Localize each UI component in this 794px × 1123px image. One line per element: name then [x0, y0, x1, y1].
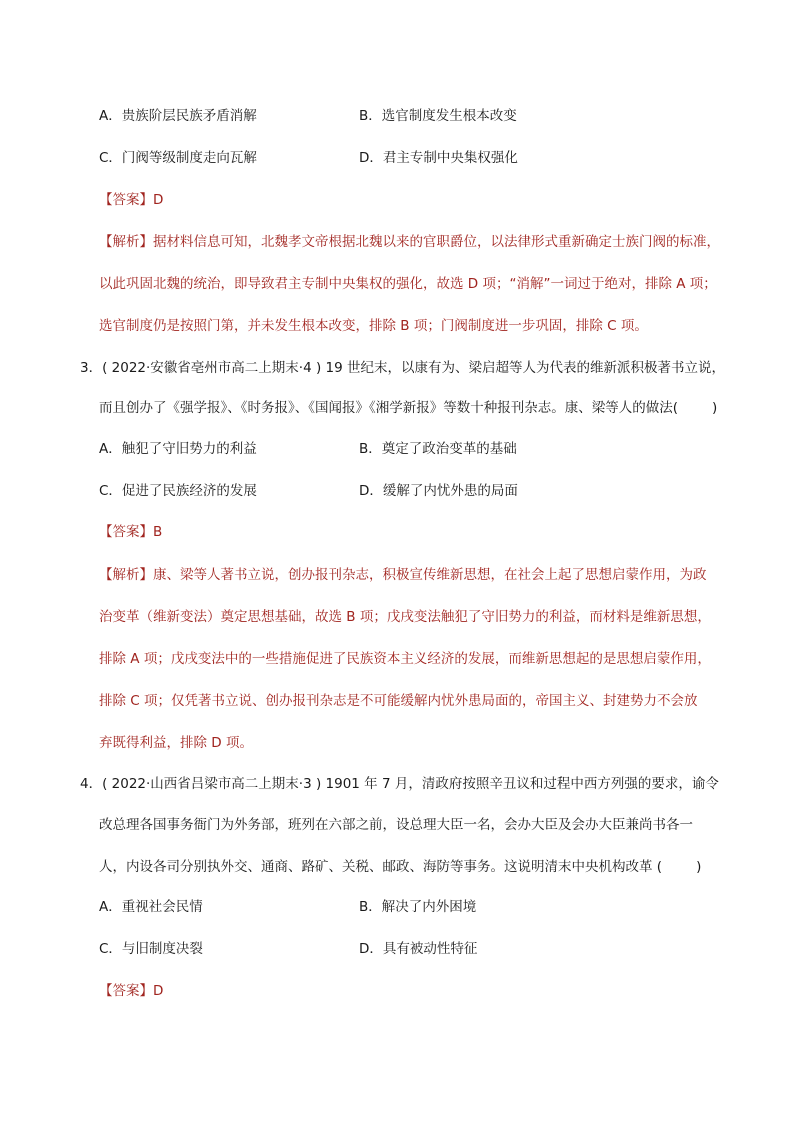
q4-stem-text: 人，内设各司分别执外交、通商、路矿、关税、邮政、海防等事务。这说明清末中央机构改革 (	[99, 859, 663, 875]
q4-option-c: C．与旧制度决裂	[99, 941, 203, 957]
q2-option-a: A．贵族阶层民族矛盾消解	[99, 108, 257, 124]
answer-value: D	[153, 192, 164, 208]
q4-stem-line-3	[99, 857, 701, 877]
q3-answer	[99, 522, 162, 542]
answer-label: 【答案】	[99, 192, 153, 208]
analysis-text: 康、梁等人著书立说，创办报刊杂志，积极宣传维新思想，在社会上起了思想启蒙作用，为政	[153, 567, 707, 583]
q3-option-d: D．缓解了内忧外患的局面	[359, 483, 518, 499]
q2-option-b: B．选官制度发生根本改变	[359, 108, 517, 124]
q4-stem-line-2: 改总理各国事务衙门为外务部，班列在六部之前，设总理大臣一名，会办大臣及会办大臣兼尚书各一	[99, 817, 693, 833]
q3-stem-line-2	[99, 398, 717, 418]
answer-label: 【答案】	[99, 524, 153, 540]
q2-analysis-line-3: 选官制度仍是按照门第，并未发生根本改变，排除 B 项；门阀制度进一步巩固，排除 C 项。	[99, 318, 648, 334]
q2-analysis-line-2: 以此巩固北魏的统治，即导致君主专制中央集权的强化，故选 D 项；“消解”一词过于绝对，排除 A 项；	[99, 276, 717, 292]
analysis-label: 【解析】	[99, 234, 153, 250]
answer-value: D	[153, 983, 164, 999]
q4-stem-line-1: 4．( 2022·山西省吕梁市高二上期末·3 ) 1901 年 7 月，清政府按照辛丑议和过程中西方列强的要求，谕令	[80, 776, 719, 792]
q2-option-c: C．门阀等级制度走向瓦解	[99, 150, 257, 166]
q4-option-a: A．重视社会民情	[99, 899, 203, 915]
q3-stem-line-1: 3．( 2022·安徽省亳州市高二上期末·4 ) 19 世纪末，以康有为、梁启超等人为代表的维新派积极著书立说，	[80, 360, 725, 376]
answer-label: 【答案】	[99, 983, 153, 999]
q3-option-c: C．促进了民族经济的发展	[99, 483, 257, 499]
q4-stem-bracket: )	[696, 859, 702, 875]
q2-answer	[99, 190, 163, 210]
q3-stem-bracket: )	[712, 400, 718, 416]
q4-option-b: B．解决了内外困境	[359, 899, 477, 915]
q3-analysis-line-3: 排除 A 项；戊戌变法中的一些措施促进了民族资本主义经济的发展，而维新思想起的是思想启蒙作用，	[99, 651, 711, 667]
answer-value: B	[153, 524, 163, 540]
analysis-label: 【解析】	[99, 567, 153, 583]
q2-option-d: D．君主专制中央集权强化	[359, 150, 518, 166]
q4-option-d: D．具有被动性特征	[359, 941, 478, 957]
q2-analysis-line-1	[99, 232, 720, 252]
q3-analysis-line-2: 治变革（维新变法）奠定思想基础，故选 B 项；戊戌变法触犯了守旧势力的利益，而材料是维新思想，	[99, 609, 711, 625]
q3-analysis-line-1	[99, 565, 707, 585]
q3-stem-text: 而且创办了《强学报》、《时务报》、《国闻报》《湘学新报》等数十种报刊杂志。康、梁等人的做法(	[99, 400, 679, 416]
analysis-text: 据材料信息可知，北魏孝文帝根据北魏以来的官职爵位，以法律形式重新确定士族门阀的标准，	[153, 234, 720, 250]
q3-option-b: B．奠定了政治变革的基础	[359, 441, 517, 457]
q3-analysis-line-5: 弃既得利益，排除 D 项。	[99, 735, 253, 751]
q4-answer	[99, 981, 163, 1001]
q3-analysis-line-4: 排除 C 项；仅凭著书立说、创办报刊杂志是不可能缓解内忧外患局面的，帝国主义、封建势力不会放	[99, 693, 698, 709]
q3-option-a: A．触犯了守旧势力的利益	[99, 441, 257, 457]
